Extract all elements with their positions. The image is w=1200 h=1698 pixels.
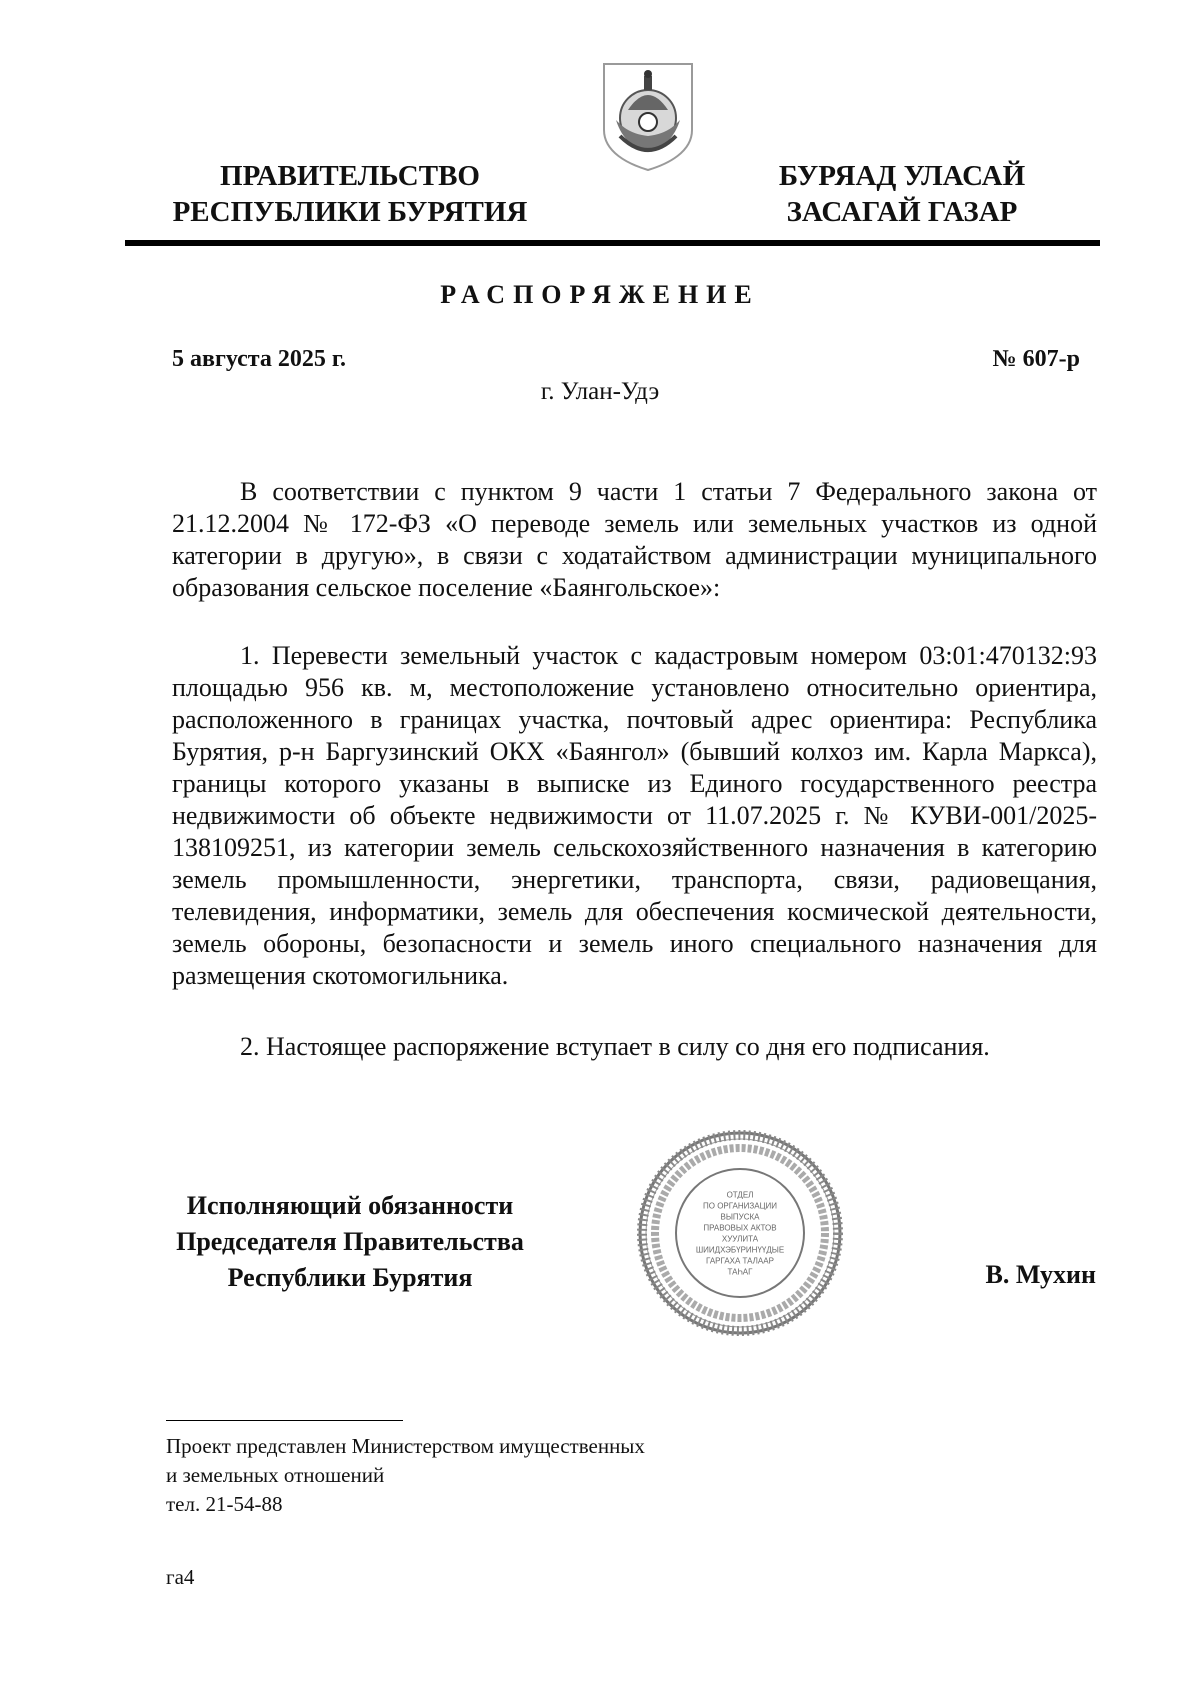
footnote-line1: Проект представлен Министерством имущественных xyxy=(166,1434,645,1458)
header-right-line2: ЗАСАГАЙ ГАЗАР xyxy=(786,196,1018,228)
stamp-seal-icon xyxy=(635,1128,845,1338)
body-paragraph-3-text: 2. Настоящее распоряжение вступает в силу со дня его подписания. xyxy=(240,1032,990,1061)
footnote-phone: тел. 21-54-88 xyxy=(166,1492,283,1516)
seal-text-line: ПО ОРГАНИЗАЦИИ xyxy=(703,1201,777,1211)
body-paragraph-3 xyxy=(172,1031,1097,1063)
document-code: га4 xyxy=(166,1565,195,1589)
coat-of-arms-icon xyxy=(598,60,698,172)
header-right-line1: БУРЯАД УЛАСАЙ xyxy=(778,160,1026,192)
seal-text-line: ГАРГАХА ТАЛААР xyxy=(706,1256,774,1266)
signer-line3: Республики Бурятия xyxy=(227,1263,473,1292)
body-paragraph-1-text: В соответствии с пунктом 9 части 1 статьи 7 Федерального закона от 21.12.2004 № 172-ФЗ «О переводе земель или земельных участков из одной категории в другую», в связи с ходатайством администрации муниципального образования сельское поселение «Баянгольское»: xyxy=(172,477,1097,602)
signer-name: В. Мухин xyxy=(985,1260,1096,1289)
seal-text-line: ТАҺАГ xyxy=(727,1267,753,1277)
seal-text-line: ОТДЕЛ xyxy=(726,1190,754,1200)
document-type: РАСПОРЯЖЕНИЕ xyxy=(440,280,760,309)
body-paragraph-2 xyxy=(172,640,1097,992)
body-paragraph-1 xyxy=(172,476,1097,604)
seal-text-line: ВЫПУСКА xyxy=(720,1212,760,1222)
seal-text-line: ПРАВОВЫХ АКТОВ xyxy=(703,1223,777,1233)
header-right-title xyxy=(752,158,1052,230)
header-left-line1: ПРАВИТЕЛЬСТВО xyxy=(220,160,480,192)
signer-title xyxy=(150,1188,550,1296)
document-date: 5 августа 2025 г. xyxy=(172,346,347,372)
seal-text-line: ШИИДХЭБҮРИНҮҮДЫЕ xyxy=(695,1245,785,1255)
footnote-divider xyxy=(166,1420,403,1421)
signer-line1: Исполняющий обязанности xyxy=(186,1191,514,1220)
header-left-title xyxy=(170,158,530,230)
footnote xyxy=(166,1432,645,1519)
signer-line2: Председателя Правительства xyxy=(176,1227,524,1256)
body-paragraph-2-text: 1. Перевести земельный участок с кадастровым номером 03:01:470132:93 площадью 956 кв. м, местоположение установлено относительно ориентира, расположенного в границах участка, почтовый адрес ориентира: Республика Бурятия, р-н Баргузинский ОКХ «Баянгол» (бывший колхоз им. Карла Маркса), границы которого указаны в выписке из Единого государственного реестра недвижимости об объекте недвижимости от 11.07.2025 г. № КУВИ-001/2025-138109251, из категории земель сельскохозяйственного назначения в категорию земель промышленности, энергетики, транспорта, связи, радиовещания, телевидения, информатики, земель для обеспечения космической деятельности, земель обороны, безопасности и земель иного специального назначения для размещения скотомогильника. xyxy=(172,641,1097,990)
seal-text-line: ХУУЛИТА xyxy=(721,1234,759,1244)
document-city: г. Улан-Удэ xyxy=(540,378,660,405)
footnote-line2: и земельных отношений xyxy=(166,1463,385,1487)
document-number: № 607-р xyxy=(992,346,1080,372)
header-left-line2: РЕСПУБЛИКИ БУРЯТИЯ xyxy=(172,196,528,228)
header-divider xyxy=(125,240,1100,246)
